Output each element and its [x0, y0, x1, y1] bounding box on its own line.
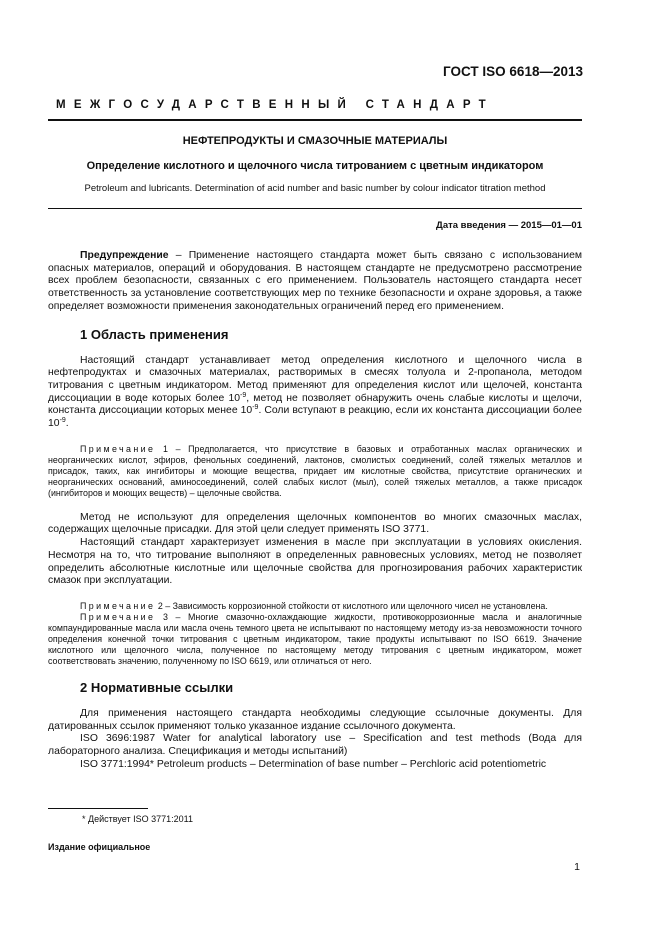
reference-iso-3696: ISO 3696:1987 Water for analytical laboratory use – Specification and test methods (Вода для лабораторного анализа. Спецификация и методы испытаний) — [48, 733, 582, 758]
header-divider — [48, 119, 582, 121]
document-body — [48, 250, 582, 771]
page-number: 1 — [574, 861, 580, 873]
method-paragraph: Метод не используют для определения щелочных компонентов во многих смазочных маслах, содержащих щелочные присадки. Для этой цели следует применять ISO 3771. — [48, 511, 582, 536]
scope-sup-1: -9 — [240, 391, 247, 399]
note-3 — [48, 612, 582, 667]
title-en: Petroleum and lubricants. Determination of acid number and basic number by colour indicator titration method — [84, 183, 546, 194]
note-2 — [48, 601, 582, 612]
note-1-text: 1 – Предполагается, что присутствие в базовых и отработанных маслах органических и неорганических кислот, эфиров, фенольных соединений, лактонов, смолистых соединений, солей тяжелых металлов и присадок, таких, как ингибиторы и моющие вещества, придает им кислотные свойства, присутствие органических и неорганических оснований, аминосоединений, солей слабых кислот (мыл), солей тяжелых металлов, а также присадок (ингибиторов и моющих веществ) – щелочные свойства. — [48, 443, 582, 498]
scope-text-d: . — [65, 418, 69, 430]
note-3-label: Примечание — [80, 611, 156, 622]
characterization-paragraph: Настоящий стандарт характеризует изменения в масле при эксплуатации в условиях окисления. Несмотря на то, что титрование выполняют в определенных равновесных условиях, метод не позволяет определить абсолютные кислотные или щелочные свойства для прогнозирования рабочих характеристик смазок при эксплуатации. — [48, 537, 582, 587]
scope-paragraph — [48, 355, 582, 431]
scope-sup-2: -9 — [252, 404, 259, 412]
title-ru: НЕФТЕПРОДУКТЫ И СМАЗОЧНЫЕ МАТЕРИАЛЫ — [182, 135, 448, 147]
warning-text: – Применение настоящего стандарта может быть связано с использованием опасных материалов, операций и оборудования. В настоящем стандарте не предусмотрено рассмотрение всех проблем безопасности, связанных с его применением. Пользователь настоящего стандарта несет ответственность за установление соответствующих мер по технике безопасности и охране здоровья, а также определяет возможности применения законодательных ограничений перед его применением. — [48, 250, 582, 312]
scope-sup-3: -9 — [59, 417, 66, 425]
warning-paragraph — [48, 250, 582, 314]
intro-date: Дата введения — 2015—01—01 — [436, 220, 582, 231]
subtitle-ru: Определение кислотного и щелочного числа титрованием с цветным индикатором — [86, 160, 544, 172]
footnote-divider — [48, 808, 148, 809]
standard-number: ГОСТ ISO 6618—2013 — [443, 64, 583, 79]
note-2-text: 2 – Зависимость коррозионной стойкости от кислотного или щелочного чисел не установлена. — [155, 600, 548, 611]
footnote: * Действует ISO 3771:2011 — [82, 814, 193, 824]
references-intro: Для применения настоящего стандарта необходимы следующие ссылочные документы. Для датированных ссылок применяют только указанное издание ссылочного документа. — [48, 707, 582, 732]
note-2-label: Примечание — [80, 600, 156, 611]
standard-type: МЕЖГОСУДАРСТВЕННЫЙ СТАНДАРТ — [56, 99, 494, 111]
edition-label: Издание официальное — [48, 842, 151, 852]
scope-text-c: . Соли вступают в реакцию, если их константа диссоциации более 10 — [48, 405, 582, 430]
scope-text-a: Настоящий стандарт устанавливает метод определения кислотного и щелочного числа в нефтепродуктах и смазочных материалах, растворимых в смесях толуола и 2-пропанола, методом титрования с цветным индикатором. Метод применяют для определения кислот или щелочей, константа диссоциации в воде которых более 10 — [48, 354, 582, 404]
title-divider — [48, 208, 582, 209]
reference-iso-3771: ISO 3771:1994* Petroleum products – Determination of base number – Perchloric acid potentiometric — [80, 758, 547, 770]
warning-label: Предупреждение — [80, 250, 169, 261]
section-2-heading: 2 Нормативные ссылки — [80, 679, 234, 695]
section-1-heading: 1 Область применения — [80, 326, 229, 342]
note-1 — [48, 444, 582, 499]
note-1-label: Примечание — [80, 443, 156, 454]
scope-text-b: , метод не позволяет обнаружить очень слабые кислоты и щелочи, константа диссоциации которых менее 10 — [48, 392, 582, 417]
note-3-text: 3 – Многие смазочно-охлаждающие жидкости, противокоррозионные масла и аналогичные компаундированные масла или масла очень темного цвета не испытывают по настоящему методу из-за невозможности точного определения конечной точки титрования с цветным индикатором, такие продукты испытывают по ISO 6619. Значение кислотного или щелочного числа, полученное по настоящему методу титрования с цветным индикатором, может соответствовать значению, полученному по ISO 6619, или отличаться от него. — [48, 611, 582, 666]
